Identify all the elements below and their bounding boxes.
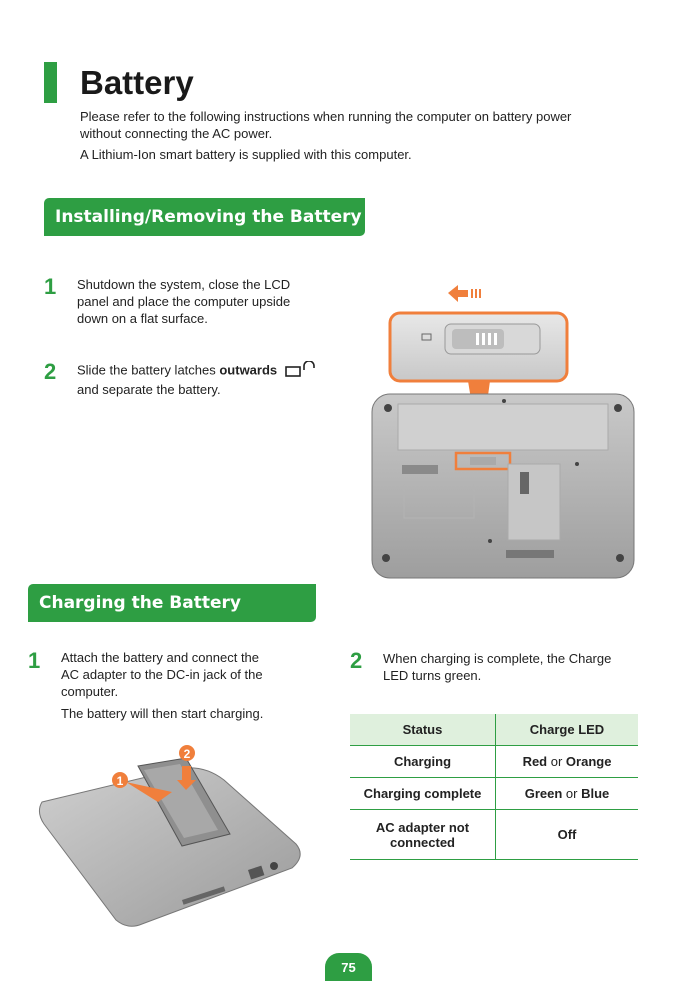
- status-line: connected: [389, 834, 455, 850]
- page-title: Battery: [80, 64, 194, 101]
- step-number: 1: [44, 274, 57, 299]
- battery-insert-illustration: [34, 740, 309, 932]
- install-step-1: [77, 276, 290, 327]
- step-text-line: computer.: [61, 684, 119, 699]
- step-text-line: and separate the battery.: [77, 382, 221, 397]
- table-header: Status: [350, 714, 496, 746]
- table-cell-led: Off: [496, 810, 639, 860]
- unlock-icon: [284, 361, 316, 381]
- step-text-line: AC adapter to the DC-in jack of the: [61, 667, 263, 682]
- page-number: 75: [325, 953, 372, 981]
- step-number: 2: [44, 359, 57, 384]
- step-number: 1: [28, 648, 41, 673]
- table-cell-status: [350, 810, 496, 860]
- charging-step-1: [61, 649, 263, 722]
- callout-label: 2: [183, 747, 191, 761]
- table-header: Charge LED: [496, 714, 639, 746]
- status-line: AC adapter not: [375, 819, 470, 835]
- table-row: [350, 746, 638, 778]
- intro-line: without connecting the AC power.: [80, 126, 273, 141]
- slide-left-arrow-icon: [448, 285, 481, 302]
- table-cell-status: Charging: [350, 746, 496, 778]
- step-text-line: When charging is complete, the Charge: [383, 651, 612, 666]
- step-text-line: The battery will then start charging.: [61, 706, 264, 721]
- step-text-line: panel and place the computer upside: [77, 294, 291, 309]
- laptop-bottom-illustration: [370, 282, 640, 582]
- charge-led-table: [350, 714, 638, 860]
- step-text-line: Shutdown the system, close the LCD: [77, 277, 291, 292]
- table-cell-led: Red or Orange: [496, 746, 639, 778]
- table-row: [350, 778, 638, 810]
- callout-label: 1: [116, 774, 124, 788]
- section-heading-charging: Charging the Battery: [28, 584, 316, 622]
- step-text-line: Attach the battery and connect the: [61, 650, 260, 665]
- table-row: [350, 810, 638, 860]
- title-accent-bar: [44, 62, 57, 103]
- intro-line: A Lithium-Ion smart battery is supplied with this computer.: [80, 147, 412, 162]
- step-text-line: LED turns green.: [383, 668, 482, 683]
- intro-line: Please refer to the following instructions when running the computer on battery power: [80, 109, 572, 124]
- table-cell-led: Green or Blue: [496, 778, 639, 810]
- step-number: 2: [350, 648, 363, 673]
- install-step-2: [77, 361, 316, 398]
- step-text-bold: outwards: [219, 362, 278, 378]
- section-heading-install: Installing/Removing the Battery: [44, 198, 365, 236]
- step-text: Slide the battery latches: [77, 362, 220, 378]
- step-text-line: down on a flat surface.: [77, 311, 208, 326]
- charging-step-2: [383, 650, 611, 684]
- table-cell-status: Charging complete: [350, 778, 496, 810]
